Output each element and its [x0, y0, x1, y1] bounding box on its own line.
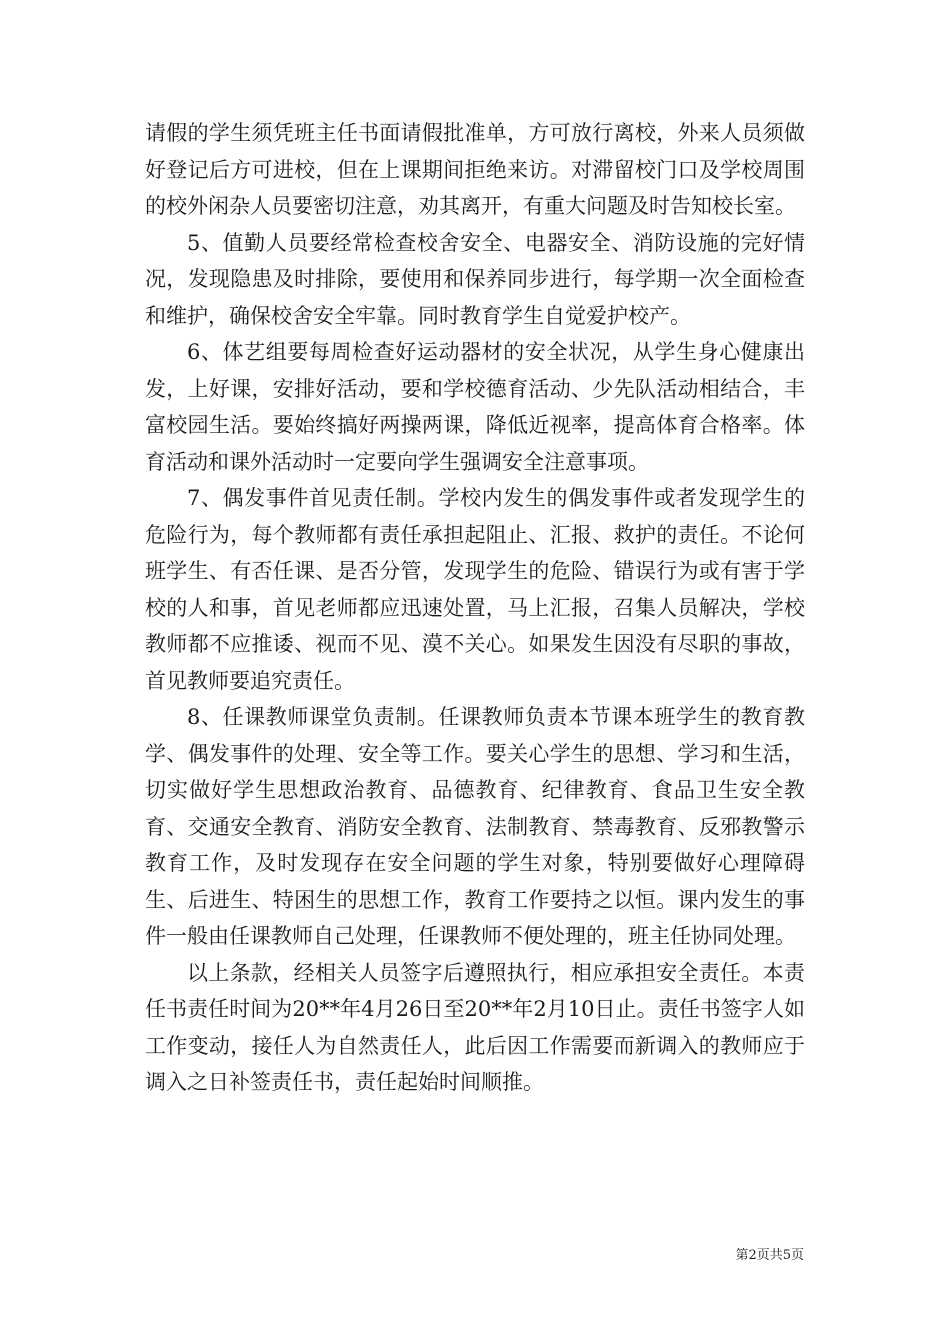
paragraph-continuation: 请假的学生须凭班主任书面请假批准单，方可放行离校，外来人员须做好登记后方可进校，但在上课期间拒绝来访。对滞留校门口及学校周围的校外闲杂人员要密切注意，劝其离开，有重大问题及时告知校长室。 [145, 121, 805, 218]
paragraph-item-7: 7、偶发事件首见责任制。学校内发生的偶发事件或者发现学生的危险行为，每个教师都有责任承担起阻止、汇报、救护的责任。不论何班学生、有否任课、是否分管，发现学生的危险、错误行为或有害于学校的人和事，首见老师都应迅速处置，马上汇报，召集人员解决，学校教师都不应推诿、视而不见、漠不关心。如果发生因没有尽职的事故，首见教师要追究责任。 [145, 486, 805, 693]
paragraph-item-5: 5、值勤人员要经常检查校舍安全、电器安全、消防设施的完好情况，发现隐患及时排除，要使用和保养同步进行，每学期一次全面检查和维护，确保校舍安全牢靠。同时教育学生自觉爱护校产。 [145, 230, 805, 328]
paragraph-item-8: 8、任课教师课堂负责制。任课教师负责本节课本班学生的教育教学、偶发事件的处理、安全等工作。要关心学生的思想、学习和生活，切实做好学生思想政治教育、品德教育、纪律教育、食品卫生安全教育、交通安全教育、消防安全教育、法制教育、禁毒教育、反邪教警示教育工作，及时发现存在安全问题的学生对象，特别要做好心理障碍生、后进生、特困生的思想工作，教育工作要持之以恒。课内发生的事件一般由任课教师自己处理，任课教师不便处理的，班主任协同处理。 [145, 705, 805, 948]
paragraph-item-6: 6、体艺组要每周检查好运动器材的安全状况，从学生身心健康出发，上好课，安排好活动，要和学校德育活动、少先队活动相结合，丰富校园生活。要始终搞好两操两课，降低近视率，提高体育合格率。体育活动和课外活动时一定要向学生强调安全注意事项。 [145, 340, 805, 474]
document-body [145, 115, 805, 1101]
paragraph-closing: 以上条款，经相关人员签字后遵照执行，相应承担安全责任。本责任书责任时间为20**年4月26日至20**年2月10日止。责任书签字人如工作变动，接任人为自然责任人，此后因工作需要而新调入的教师应于调入之日补签责任书，责任起始时间顺推。 [145, 960, 805, 1094]
page-number: 第2页共5页 [735, 1248, 804, 1263]
